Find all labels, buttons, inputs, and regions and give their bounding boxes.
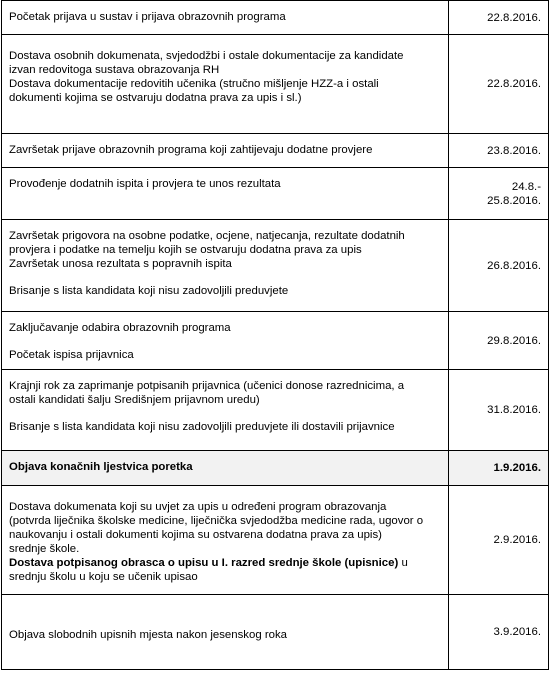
table-row <box>2 451 549 486</box>
table-row <box>2 312 549 370</box>
event-text: Provođenje dodatnih ispita i provjera te unos rezultata <box>9 178 281 190</box>
table-row <box>2 220 549 312</box>
table-row <box>2 35 549 134</box>
event-description <box>2 220 449 312</box>
table-row <box>2 595 549 670</box>
event-text: Dostava osobnih dokumenata, svjedodžbi i ostale dokumentacije za kandidate <box>9 50 404 62</box>
event-text: Početak ispisa prijavnica <box>9 349 134 361</box>
table-row <box>2 370 549 451</box>
event-text: Dostava dokumentacije redovitih učenika (stručno mišljenje HZZ-a i ostali <box>9 78 379 90</box>
event-date <box>449 168 549 220</box>
event-description <box>2 168 449 220</box>
event-description <box>2 595 449 670</box>
event-text: Završetak prijave obrazovnih programa koji zahtijevaju dodatne provjere <box>9 144 373 156</box>
event-text: ostali kandidati šalju Središnjem prijavnom uredu) <box>9 394 260 406</box>
table-row <box>2 134 549 168</box>
table-row <box>2 1 549 35</box>
event-text-bold-tail: u <box>398 557 408 569</box>
event-text: Završetak prigovora na osobne podatke, ocjene, natjecanja, rezultate dodatnih <box>9 230 405 242</box>
event-description <box>2 35 449 134</box>
event-text: naukovanju i ostali dokumenti kojima su ostvarena dodatna prava za upis) <box>9 529 382 541</box>
event-description <box>2 486 449 595</box>
event-date: 22.8.2016. <box>449 1 549 35</box>
event-text: (potvrda liječnika školske medicine, liječnička svjedodžba medicine rada, ugovor o <box>9 515 424 527</box>
event-date: 3.9.2016. <box>449 595 549 670</box>
enrollment-schedule-table <box>1 0 549 670</box>
event-text: Objava konačnih ljestvica poretka <box>9 461 193 473</box>
event-text: Objava slobodnih upisnih mjesta nakon jesenskog roka <box>9 629 287 641</box>
event-text: Dostava dokumenata koji su uvjet za upis u određeni program obrazovanja <box>9 501 387 513</box>
event-date: 1.9.2016. <box>449 451 549 486</box>
event-date: 29.8.2016. <box>449 312 549 370</box>
event-text-bold: Dostava potpisanog obrasca o upisu u I. razred srednje škole (upisnice) <box>9 557 399 569</box>
event-description <box>2 312 449 370</box>
event-text-mixed <box>9 556 442 570</box>
event-date-start: 24.8.- <box>511 180 541 193</box>
event-description <box>2 451 449 486</box>
event-description <box>2 370 449 451</box>
event-date: 26.8.2016. <box>449 220 549 312</box>
event-text: Završetak unosa rezultata s popravnih ispita <box>9 258 232 270</box>
event-text: provjera i podatke na temelju kojih se ostvaruju dodatna prava za upis <box>9 244 362 256</box>
event-text: Zaključavanje odabira obrazovnih programa <box>9 322 231 334</box>
event-text: srednje škole. <box>9 543 80 555</box>
event-date: 22.8.2016. <box>449 35 549 134</box>
event-date: 2.9.2016. <box>449 486 549 595</box>
event-text: srednju školu u koju se učenik upisao <box>9 571 198 583</box>
event-text: izvan redovitoga sustava obrazovanja RH <box>9 64 220 76</box>
event-description <box>2 1 449 35</box>
table-row <box>2 486 549 595</box>
event-date: 23.8.2016. <box>449 134 549 168</box>
event-text: dokumenti kojima se ostvaruju dodatna prava za upis i sl.) <box>9 92 302 104</box>
event-text: Brisanje s lista kandidata koji nisu zadovoljili preduvjete <box>9 285 289 297</box>
event-date: 31.8.2016. <box>449 370 549 451</box>
event-date-end: 25.8.2016. <box>487 194 541 207</box>
table-row <box>2 168 549 220</box>
event-text: Brisanje s lista kandidata koji nisu zadovoljili preduvjete ili dostavili prijavnice <box>9 421 395 433</box>
event-description <box>2 134 449 168</box>
event-text: Početak prijava u sustav i prijava obrazovnih programa <box>9 11 286 23</box>
event-text: Krajnji rok za zaprimanje potpisanih prijavnica (učenici donose razrednicima, a <box>9 380 405 392</box>
